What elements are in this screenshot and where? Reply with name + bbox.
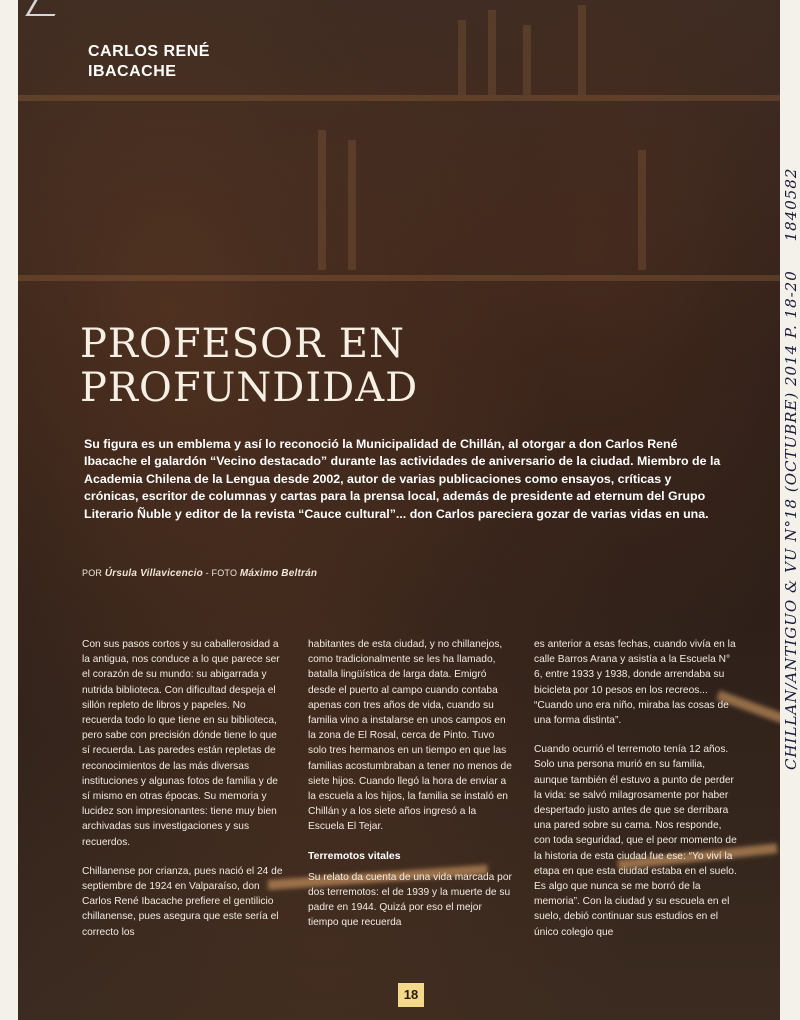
background-book	[578, 5, 586, 95]
paragraph: habitantes de esta ciudad, y no chillanejos, como tradicionalmente se les ha llamado, batalla lingüística de larga data. Emigró desde el puerto al campo cuando contaba apenas con tres años de vida, cuando su familia vino a instalarse en unos campos en la zona de El Rosal, cerca de Pinto. Tuvo solo tres hermanos en un tiempo en que las familias acostumbraban a tener no menos de siete hijos. Cuando llegó la hora de enviar a la escuela a los hijos, la familia se instaló en Chillán y a los siete años ingresó a la Escuela El Tejar.	[308, 639, 512, 833]
magazine-page	[18, 0, 780, 1020]
author-name-line-2: IBACACHE	[88, 63, 177, 80]
background-shelf	[18, 275, 780, 281]
background-book	[458, 20, 466, 95]
article-title-line-1: PROFESOR EN	[80, 321, 406, 367]
background-book	[488, 10, 496, 95]
paragraph: Cuando ocurrió el terremoto tenía 12 años. Solo una persona murió en su familia, aunque también él estuvo a punto de perder la vida: se salvó milagrosamente por haber despertado justo antes de que se derribara una pared sobre su cama. Nos responde, con toda seguridad, que el peor momento de la historia de esta ciudad fue ese: “Yo viví la etapa en que esta ciudad estaba en el suelo. Es algo que nunca se me borró de la memoria”. Con la ciudad y su escuela en el suelo, debió continuar sus estudios en el único colegio que	[534, 744, 737, 938]
background-book	[318, 130, 326, 270]
paragraph: Chillanense por crianza, pues nació el 24 de septiembre de 1924 en Valparaíso, don Carlos René Ibacache prefiere el gentilicio chillanense, pues asegura que este sería el correcto los	[82, 865, 283, 938]
paragraph: Su relato da cuenta de una vida marcada por dos terremotos: el de 1939 y la muerte de su padre en 1944. Quizá por eso el mejor tiempo que recuerda	[308, 871, 512, 929]
article-title	[80, 322, 418, 410]
byline-foto-label: - FOTO	[205, 568, 238, 578]
paragraph: Con sus pasos cortos y su caballerosidad a la antigua, nos conduce a lo que parece ser el corazón de su mundo: su abigarrada y nutrida biblioteca. Con dificultad despeja el sillón repleto de libros y papeles. No recuerda todo lo que tiene en su biblioteca, pero sabe con precisión dónde tiene lo que sí recuerda. Las paredes están repletas de reconocimientos de las más diversas instituciones y algunas fotos de familia y de sí mismo en otras épocas. Su memoria y lucidez son impresionantes: tiene muy bien archivadas sus investigaciones y sus recuerdos.	[82, 639, 280, 848]
byline-por-label: POR	[82, 568, 103, 578]
author-name	[88, 42, 210, 82]
margin-note-text: CHILLAN/ANTIGUO & VU N°18 (OCTUBRE) 2014 P. 18-20	[782, 270, 800, 770]
section-subhead: Terremotos vitales	[308, 849, 401, 862]
background-shelf	[18, 95, 780, 101]
article-column-1	[82, 637, 287, 954]
byline-author: Úrsula Villavicencio	[104, 568, 203, 579]
byline-photographer: Máximo Beltrán	[239, 568, 318, 579]
article-title-line-2: PROFUNDIDAD	[80, 365, 419, 411]
byline	[82, 568, 317, 579]
background-book	[638, 150, 646, 270]
background-book	[348, 140, 356, 270]
article-column-2	[308, 637, 513, 945]
article-column-3	[534, 637, 739, 954]
margin-code: 1840582	[782, 167, 800, 242]
article-lead: Su figura es un emblema y así lo reconoció la Municipalidad de Chillán, al otorgar a don Carlos René Ibacache el galardón “Vecino destacado” durante las actividades de aniversario de la ciudad. Miembro de la Academia Chilena de la Lengua desde 2002, autor de varias publicaciones como ensayos, críticas y crónicas, escritor de columnas y cartas para la prensa local, además de presidente ad eternum del Grupo Literario Ñuble y editor de la revista “Cauce cultural”... don Carlos pareciera gozar de varias vidas en una.	[84, 437, 721, 521]
page-number: 18	[398, 983, 424, 1007]
background-book	[523, 25, 531, 95]
handwritten-margin-note	[782, 90, 800, 770]
paragraph: es anterior a esas fechas, cuando vivía en la calle Barros Arana y asistía a la Escuela N° 6, entre 1933 y 1938, donde arrendaba su bicicleta por 10 pesos en los recreos... “Cuando uno era niño, miraba las cosas de una forma distinta”.	[534, 639, 736, 727]
author-name-line-1: CARLOS RENÉ	[88, 43, 210, 60]
